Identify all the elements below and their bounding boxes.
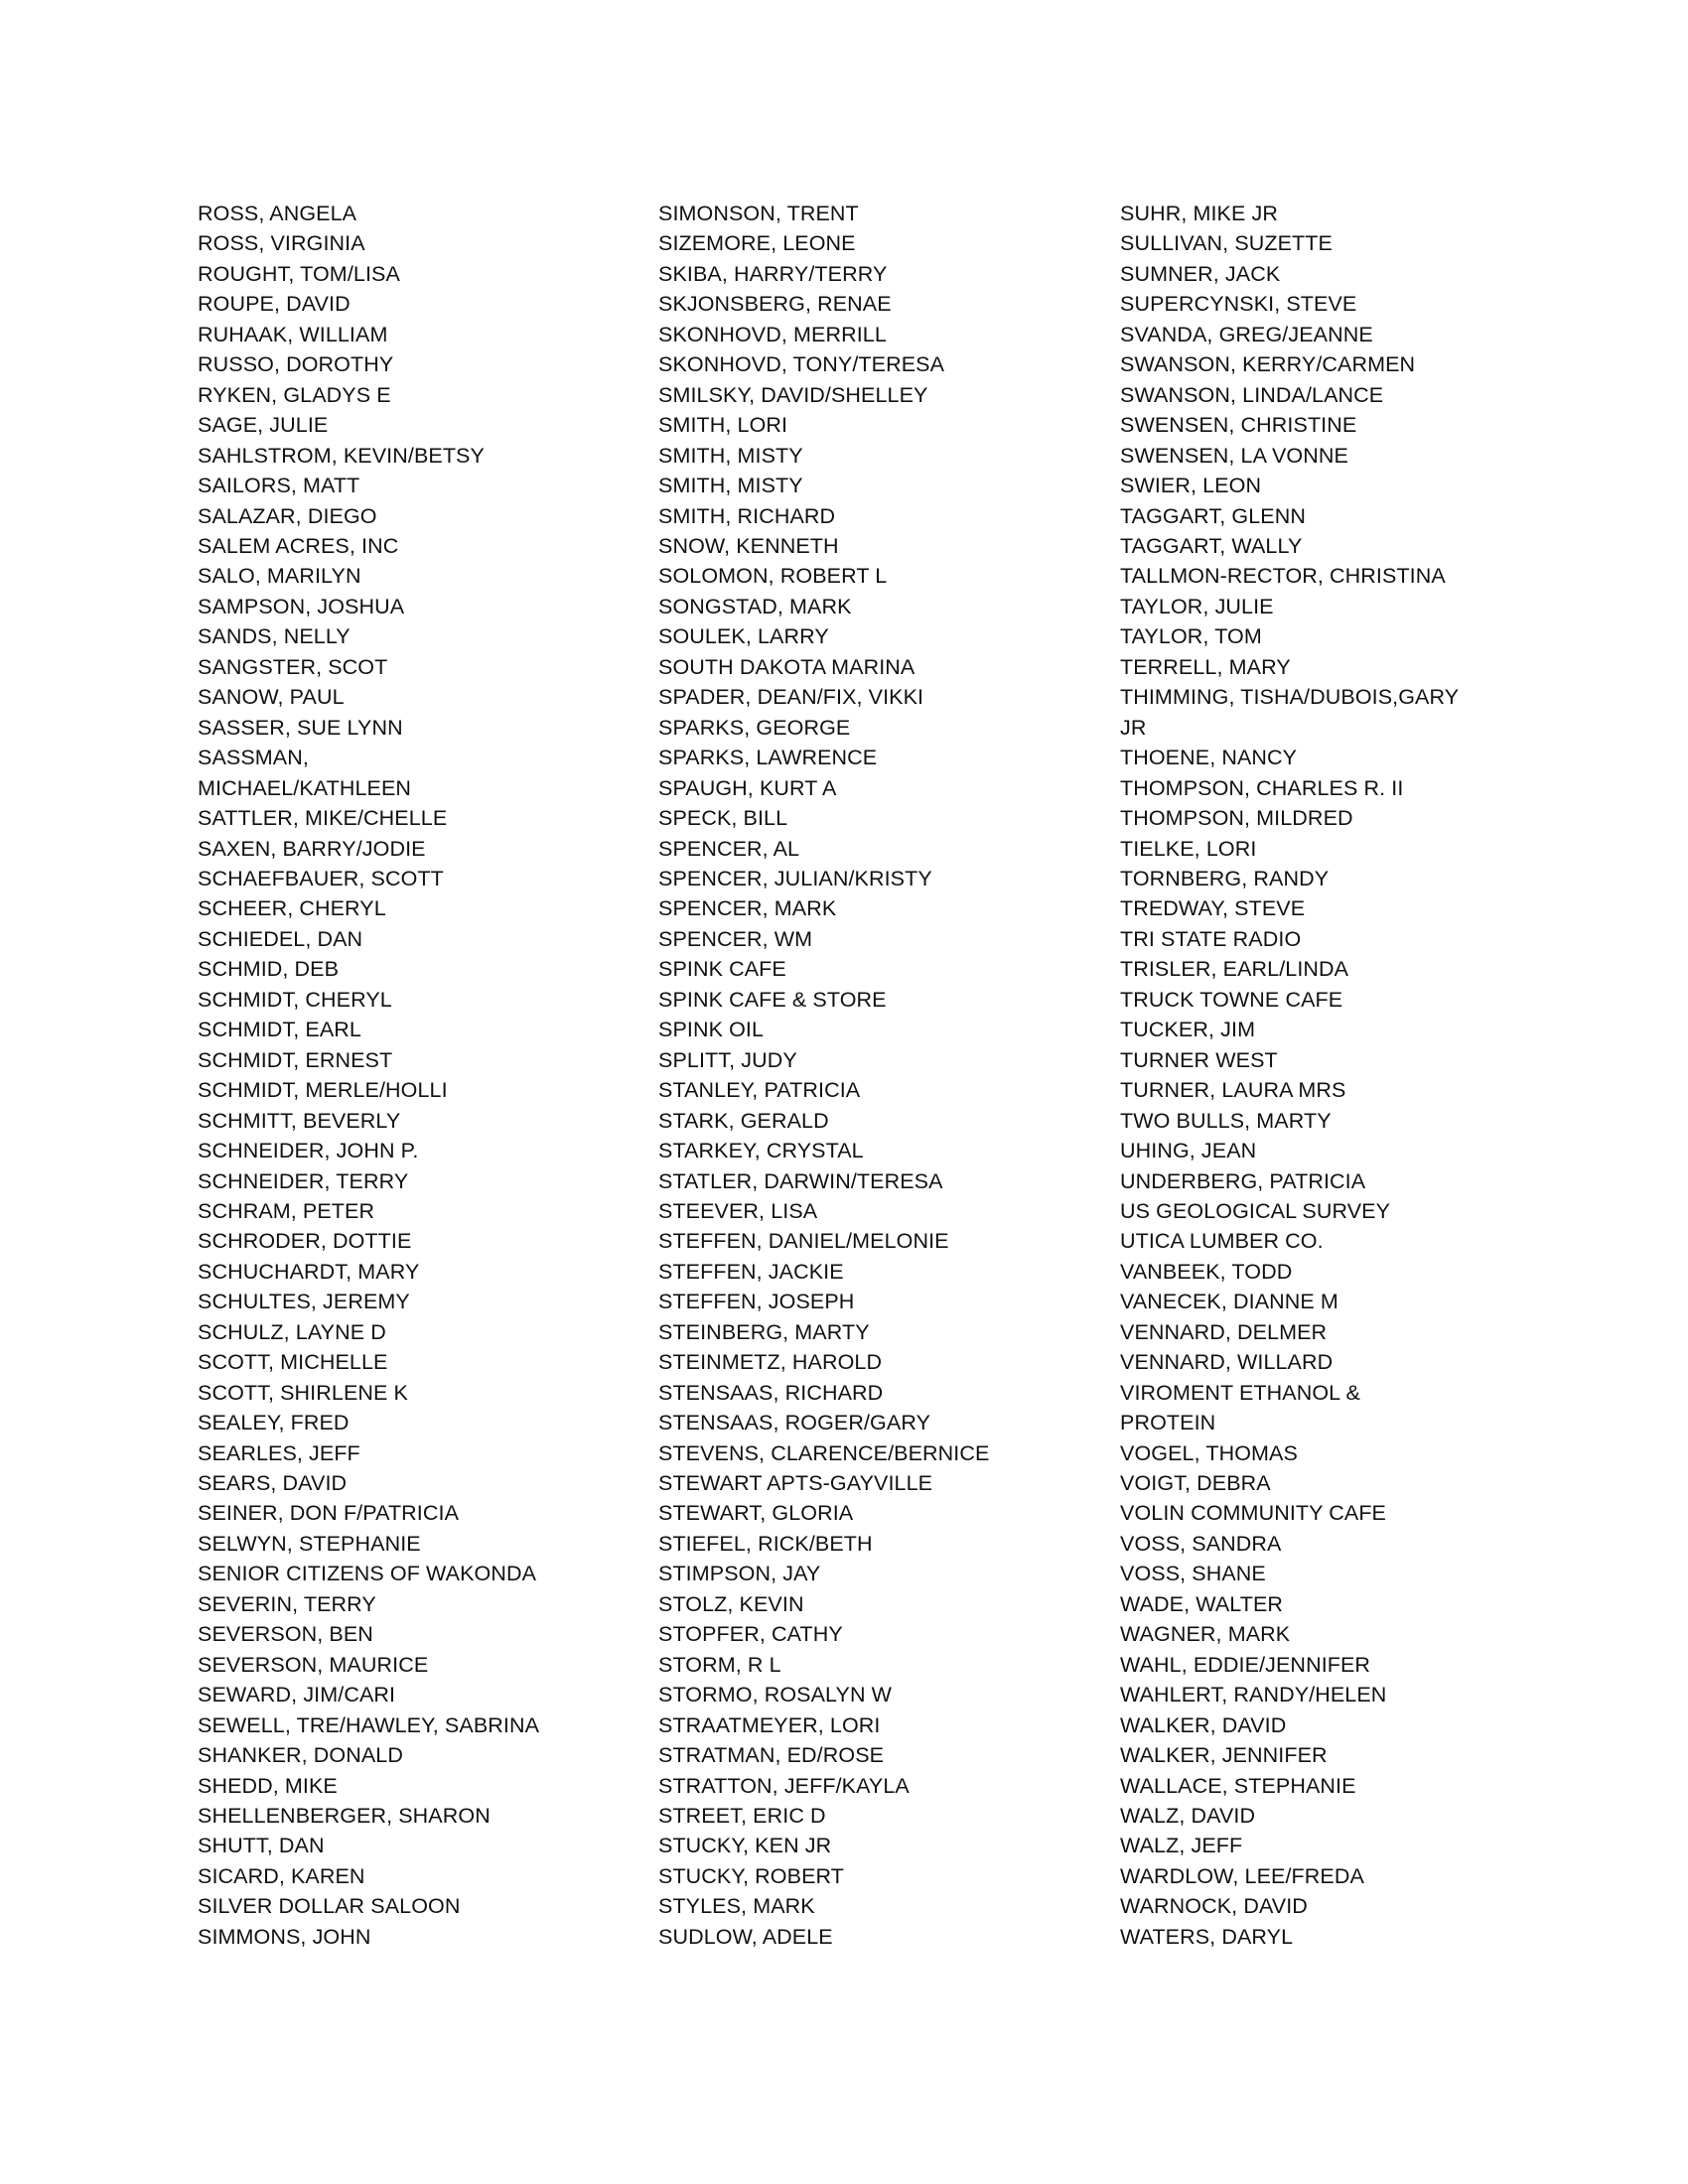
list-item: SEALEY, FRED (198, 1411, 350, 1435)
list-item: SCOTT, MICHELLE (198, 1350, 388, 1375)
list-item: SEARLES, JEFF (198, 1440, 360, 1465)
list-item: VOSS, SANDRA (1120, 1531, 1282, 1556)
list-item: SMITH, LORI (658, 413, 788, 438)
list-item: SCHIEDEL, DAN (198, 926, 363, 951)
list-item: WALKER, JENNIFER (1120, 1743, 1328, 1768)
list-item: SCHRODER, DOTTIE (198, 1229, 412, 1254)
list-item: UHING, JEAN (1120, 1139, 1257, 1163)
list-item: SHELLENBERGER, SHARON (198, 1804, 491, 1829)
list-item: SWENSEN, LA VONNE (1120, 443, 1348, 468)
list-item: TALLMON-RECTOR, CHRISTINA (1120, 564, 1446, 589)
list-item: VOIGT, DEBRA (1120, 1471, 1271, 1496)
list-item: SPENCER, MARK (658, 896, 837, 921)
list-item: SWENSEN, CHRISTINE (1120, 413, 1357, 438)
list-item: SPADER, DEAN/FIX, VIKKI (658, 685, 924, 710)
list-item: STEVENS, CLARENCE/BERNICE (658, 1440, 990, 1465)
list-item: SANDS, NELLY (198, 624, 351, 649)
list-item: SASSMAN, (198, 746, 309, 770)
list-item: STARKEY, CRYSTAL (658, 1139, 864, 1163)
list-item: VANBEEK, TODD (1120, 1259, 1293, 1284)
list-item: STENSAAS, RICHARD (658, 1380, 884, 1405)
list-item: TRI STATE RADIO (1120, 926, 1302, 951)
list-item: STEEVER, LISA (658, 1198, 818, 1223)
list-item: STEWART APTS-GAYVILLE (658, 1471, 933, 1496)
list-item: TREDWAY, STEVE (1120, 896, 1306, 921)
list-item: TERRELL, MARY (1120, 654, 1291, 679)
list-item: JR (1120, 715, 1147, 740)
list-item: SCHMITT, BEVERLY (198, 1108, 401, 1133)
list-item: SANOW, PAUL (198, 685, 345, 710)
list-item: SONGSTAD, MARK (658, 594, 852, 618)
list-item: SCHNEIDER, TERRY (198, 1168, 409, 1193)
list-item: WARDLOW, LEE/FREDA (1120, 1863, 1364, 1888)
list-item: SOUTH DAKOTA MARINA (658, 654, 915, 679)
list-item: SKONHOVD, MERRILL (658, 322, 887, 346)
list-item: UNDERBERG, PATRICIA (1120, 1168, 1366, 1193)
list-item: SAMPSON, JOSHUA (198, 594, 405, 618)
list-item: SCHNEIDER, JOHN P. (198, 1139, 419, 1163)
list-item: SNOW, KENNETH (658, 533, 839, 558)
list-item: SMILSKY, DAVID/SHELLEY (658, 382, 928, 407)
list-item: SKIBA, HARRY/TERRY (658, 261, 888, 286)
list-item: SAGE, JULIE (198, 413, 329, 438)
name-column-1 (198, 199, 634, 1952)
list-item: UTICA LUMBER CO. (1120, 1229, 1324, 1254)
list-item: SCHRAM, PETER (198, 1198, 375, 1223)
list-item: SPECK, BILL (658, 806, 788, 831)
list-item: SPENCER, AL (658, 836, 800, 861)
list-item: MICHAEL/KATHLEEN (198, 775, 412, 800)
list-item: SWANSON, LINDA/LANCE (1120, 382, 1384, 407)
list-item: WALKER, DAVID (1120, 1712, 1287, 1737)
list-item: TIELKE, LORI (1120, 836, 1257, 861)
list-item: STRATTON, JEFF/KAYLA (658, 1773, 910, 1798)
list-item: SUMNER, JACK (1120, 261, 1281, 286)
list-item: SHUTT, DAN (198, 1834, 325, 1858)
list-item: WARNOCK, DAVID (1120, 1894, 1308, 1919)
list-item: STARK, GERALD (658, 1108, 829, 1133)
list-item: TWO BULLS, MARTY (1120, 1108, 1332, 1133)
list-item: SMITH, MISTY (658, 443, 803, 468)
list-item: STORM, R L (658, 1652, 781, 1677)
list-item: SPINK CAFE & STORE (658, 987, 887, 1012)
list-item: STRATMAN, ED/ROSE (658, 1743, 885, 1768)
list-item: STOLZ, KEVIN (658, 1591, 804, 1616)
list-item: TAGGART, WALLY (1120, 533, 1303, 558)
list-item: TORNBERG, RANDY (1120, 866, 1330, 890)
list-item: STRAATMEYER, LORI (658, 1712, 881, 1737)
list-item: SULLIVAN, SUZETTE (1120, 231, 1333, 256)
list-item: VENNARD, DELMER (1120, 1319, 1328, 1344)
list-item: SPINK OIL (658, 1018, 765, 1042)
list-item: TURNER WEST (1120, 1047, 1278, 1072)
list-item: SENIOR CITIZENS OF WAKONDA (198, 1562, 537, 1586)
list-item: SEWELL, TRE/HAWLEY, SABRINA (198, 1712, 540, 1737)
list-item: SKJONSBERG, RENAE (658, 292, 892, 317)
list-item: WATERS, DARYL (1120, 1924, 1294, 1949)
list-item: SCOTT, SHIRLENE K (198, 1380, 408, 1405)
list-item: SCHULTES, JEREMY (198, 1290, 410, 1314)
list-item: STATLER, DARWIN/TERESA (658, 1168, 943, 1193)
list-item: STUCKY, KEN JR (658, 1834, 832, 1858)
list-item: SIZEMORE, LEONE (658, 231, 856, 256)
list-item: SEVERSON, MAURICE (198, 1652, 429, 1677)
list-item: WAHLERT, RANDY/HELEN (1120, 1683, 1387, 1707)
list-item: SMITH, MISTY (658, 474, 803, 498)
list-item: WALLACE, STEPHANIE (1120, 1773, 1356, 1798)
list-item: SEINER, DON F/PATRICIA (198, 1501, 460, 1526)
list-item: THOMPSON, MILDRED (1120, 806, 1353, 831)
list-item: SEVERSON, BEN (198, 1622, 373, 1647)
list-item: SALO, MARILYN (198, 564, 361, 589)
list-item: TUCKER, JIM (1120, 1018, 1256, 1042)
list-item: SICARD, KAREN (198, 1863, 365, 1888)
list-item: SWIER, LEON (1120, 474, 1262, 498)
list-item: SPENCER, JULIAN/KRISTY (658, 866, 932, 890)
list-item: SCHMIDT, CHERYL (198, 987, 392, 1012)
list-item: SUPERCYNSKI, STEVE (1120, 292, 1357, 317)
list-item: STIEFEL, RICK/BETH (658, 1531, 873, 1556)
list-item: TAGGART, GLENN (1120, 503, 1306, 528)
list-item: SHANKER, DONALD (198, 1743, 403, 1768)
list-item: SPENCER, WM (658, 926, 813, 951)
list-item: ROUPE, DAVID (198, 292, 351, 317)
list-item: STEFFEN, DANIEL/MELONIE (658, 1229, 949, 1254)
name-column-3 (1120, 199, 1497, 1952)
list-item: SHEDD, MIKE (198, 1773, 338, 1798)
list-item: PROTEIN (1120, 1411, 1216, 1435)
list-item: STREET, ERIC D (658, 1804, 826, 1829)
list-item: VOSS, SHANE (1120, 1562, 1266, 1586)
list-item: TAYLOR, TOM (1120, 624, 1262, 649)
list-item: RUSSO, DOROTHY (198, 352, 394, 377)
list-item: SCHMID, DEB (198, 957, 340, 982)
list-item: WAHL, EDDIE/JENNIFER (1120, 1652, 1371, 1677)
name-column-2 (658, 199, 1095, 1952)
list-item: SPAUGH, KURT A (658, 775, 837, 800)
list-item: SWANSON, KERRY/CARMEN (1120, 352, 1416, 377)
list-item: SMITH, RICHARD (658, 503, 836, 528)
list-item: STEWART, GLORIA (658, 1501, 854, 1526)
list-item: STEINMETZ, HAROLD (658, 1350, 883, 1375)
list-item: VOLIN COMMUNITY CAFE (1120, 1501, 1386, 1526)
list-item: ROSS, ANGELA (198, 202, 357, 225)
list-item: STEINBERG, MARTY (658, 1319, 870, 1344)
list-item: SOULEK, LARRY (658, 624, 829, 649)
list-item: TRUCK TOWNE CAFE (1120, 987, 1343, 1012)
list-item: SEVERIN, TERRY (198, 1591, 376, 1616)
list-item: RUHAAK, WILLIAM (198, 322, 388, 346)
list-item: ROSS, VIRGINIA (198, 231, 365, 256)
list-item: SALAZAR, DIEGO (198, 503, 377, 528)
list-item: SALEM ACRES, INC (198, 533, 399, 558)
list-item: WAGNER, MARK (1120, 1622, 1291, 1647)
list-item: SOLOMON, ROBERT L (658, 564, 888, 589)
list-item: SVANDA, GREG/JEANNE (1120, 322, 1373, 346)
list-item: VANECEK, DIANNE M (1120, 1290, 1338, 1314)
list-item: SASSER, SUE LYNN (198, 715, 403, 740)
list-item: SEARS, DAVID (198, 1471, 348, 1496)
list-item: SPINK CAFE (658, 957, 786, 982)
list-item: SPLITT, JUDY (658, 1047, 797, 1072)
list-item: STYLES, MARK (658, 1894, 815, 1919)
list-item: THIMMING, TISHA/DUBOIS,GARY (1120, 685, 1460, 710)
list-item: SCHAEFBAUER, SCOTT (198, 866, 444, 890)
list-item: US GEOLOGICAL SURVEY (1120, 1198, 1391, 1223)
list-item: SILVER DOLLAR SALOON (198, 1894, 461, 1919)
list-item: SIMONSON, TRENT (658, 202, 859, 225)
list-item: STEFFEN, JOSEPH (658, 1290, 855, 1314)
list-item: SAILORS, MATT (198, 474, 360, 498)
list-item: SPARKS, GEORGE (658, 715, 851, 740)
list-item: TURNER, LAURA MRS (1120, 1078, 1346, 1103)
list-item: TRISLER, EARL/LINDA (1120, 957, 1349, 982)
list-item: VIROMENT ETHANOL & (1120, 1380, 1360, 1405)
list-item: TAYLOR, JULIE (1120, 594, 1274, 618)
list-item: SUDLOW, ADELE (658, 1924, 833, 1949)
list-item: SIMMONS, JOHN (198, 1924, 371, 1949)
list-item: WADE, WALTER (1120, 1591, 1284, 1616)
list-item: STOPFER, CATHY (658, 1622, 843, 1647)
list-item: SCHMIDT, MERLE/HOLLI (198, 1078, 448, 1103)
list-item: STUCKY, ROBERT (658, 1863, 844, 1888)
list-item: WALZ, DAVID (1120, 1804, 1256, 1829)
list-item: SATTLER, MIKE/CHELLE (198, 806, 448, 831)
list-item: STENSAAS, ROGER/GARY (658, 1411, 931, 1435)
list-item: STORMO, ROSALYN W (658, 1683, 893, 1707)
list-item: THOMPSON, CHARLES R. II (1120, 775, 1404, 800)
list-item: WALZ, JEFF (1120, 1834, 1243, 1858)
list-item: SCHUCHARDT, MARY (198, 1259, 420, 1284)
list-item: SPARKS, LAWRENCE (658, 746, 878, 770)
list-item: SCHMIDT, ERNEST (198, 1047, 393, 1072)
list-item: VOGEL, THOMAS (1120, 1440, 1298, 1465)
list-item: VENNARD, WILLARD (1120, 1350, 1334, 1375)
list-item: THOENE, NANCY (1120, 746, 1298, 770)
list-item: SCHULZ, LAYNE D (198, 1319, 386, 1344)
list-item: STEFFEN, JACKIE (658, 1259, 844, 1284)
list-item: ROUGHT, TOM/LISA (198, 261, 400, 286)
list-item: SANGSTER, SCOT (198, 654, 388, 679)
list-item: SEWARD, JIM/CARI (198, 1683, 396, 1707)
list-item: STANLEY, PATRICIA (658, 1078, 861, 1103)
list-item: SAXEN, BARRY/JODIE (198, 836, 426, 861)
list-item: RYKEN, GLADYS E (198, 382, 391, 407)
list-item: SCHMIDT, EARL (198, 1018, 361, 1042)
list-item: STIMPSON, JAY (658, 1562, 821, 1586)
list-item: SCHEER, CHERYL (198, 896, 386, 921)
list-item: SUHR, MIKE JR (1120, 202, 1278, 225)
list-item: SKONHOVD, TONY/TERESA (658, 352, 945, 377)
list-item: SAHLSTROM, KEVIN/BETSY (198, 443, 485, 468)
list-item: SELWYN, STEPHANIE (198, 1531, 421, 1556)
